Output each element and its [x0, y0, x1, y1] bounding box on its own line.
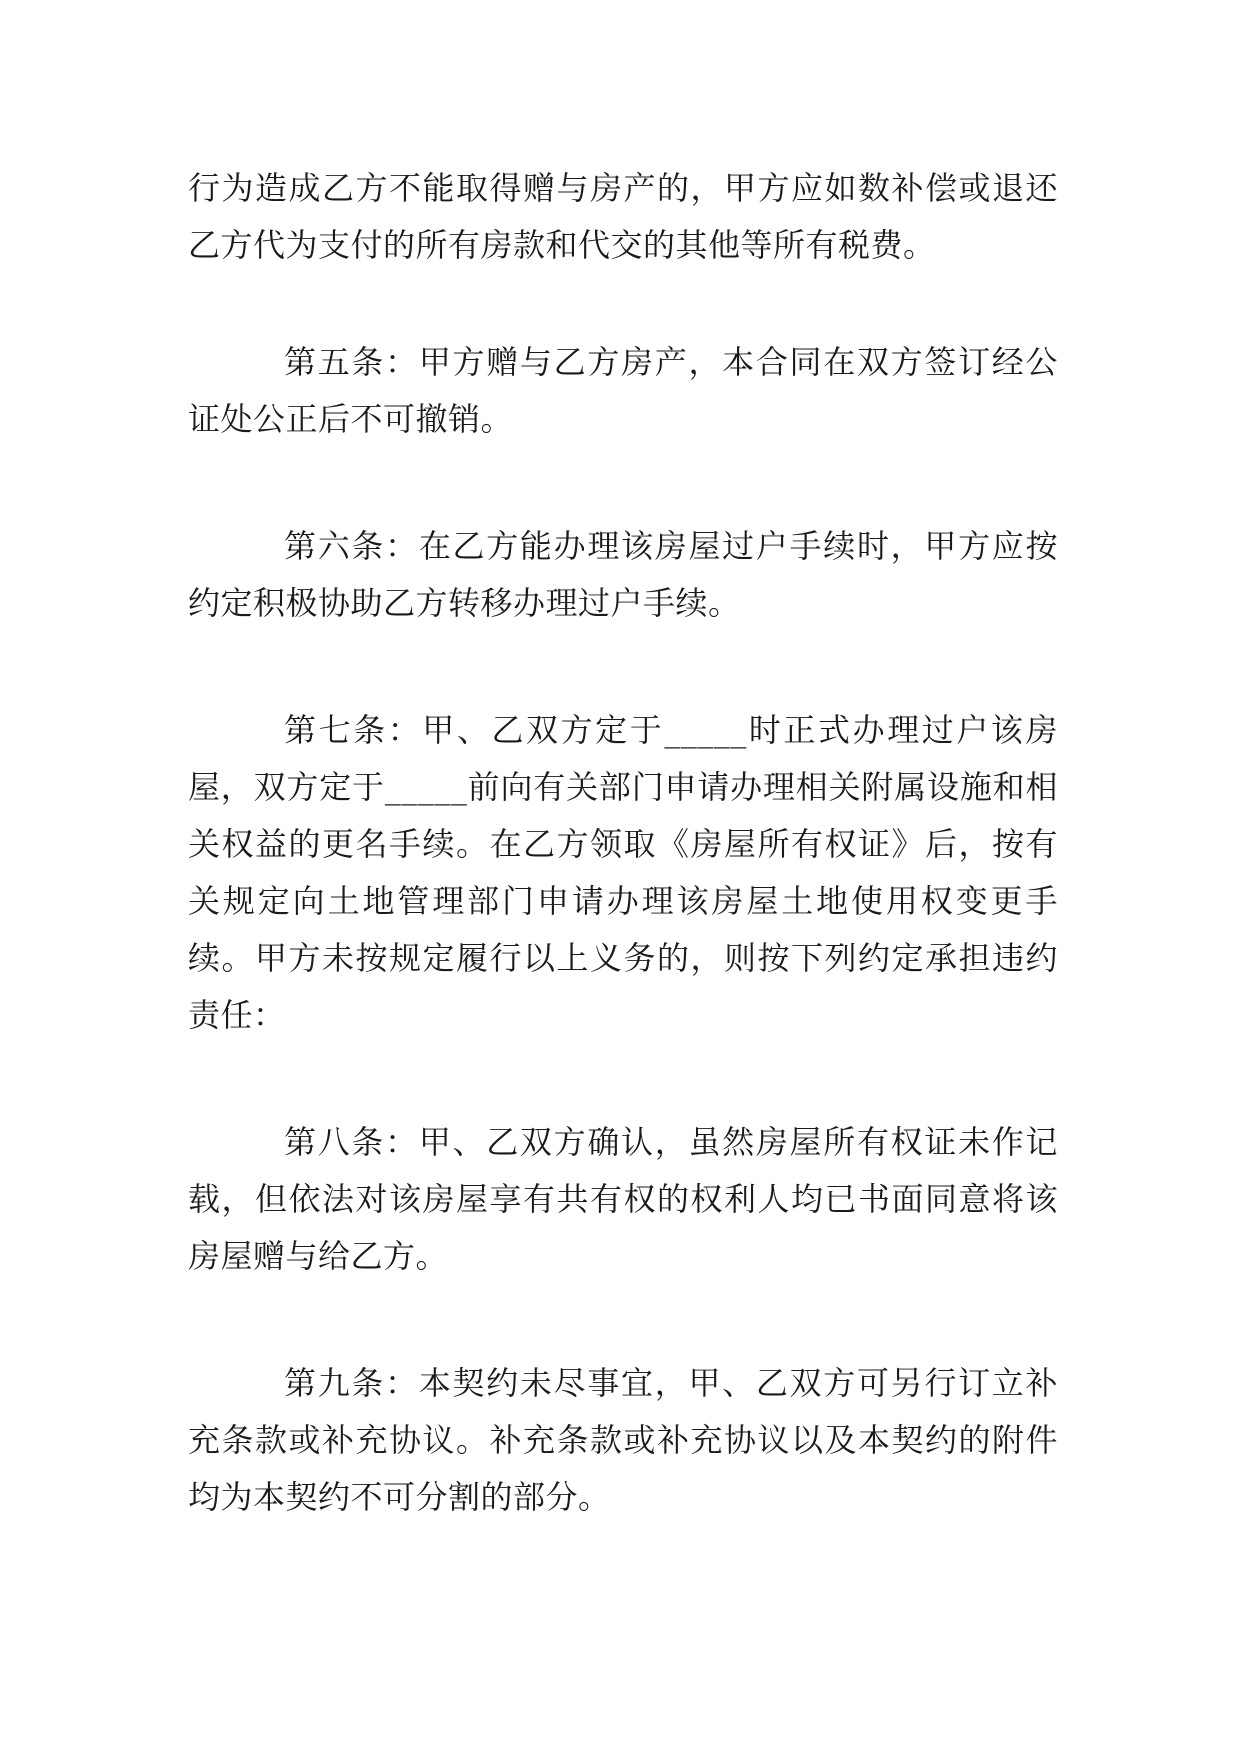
paragraph-continuation: 行为造成乙方不能取得赠与房产的，甲方应如数补偿或退还乙方代为支付的所有房款和代交的其他等所有税费。	[188, 169, 1058, 264]
paragraph-article-6: 第六条：在乙方能办理该房屋过户手续时，甲方应按约定积极协助乙方转移办理过户手续。	[188, 527, 1058, 622]
paragraph-article-7: 第七条：甲、乙双方定于_____时正式办理过户该房屋，双方定于_____前向有关部门申请办理相关附属设施和相关权益的更名手续。在乙方领取《房屋所有权证》后，按有关规定向土地管理部门申请办理该房屋土地使用权变更手续。甲方未按规定履行以上义务的，则按下列约定承担违约责任：	[188, 711, 1058, 1034]
document-page	[188, 160, 1058, 1596]
paragraph-article-9: 第九条：本契约未尽事宜，甲、乙双方可另行订立补充条款或补充协议。补充条款或补充协议以及本契约的附件均为本契约不可分割的部分。	[188, 1364, 1058, 1516]
paragraph-article-8: 第八条：甲、乙双方确认，虽然房屋所有权证未作记载，但依法对该房屋享有共有权的权利人均已书面同意将该房屋赠与给乙方。	[188, 1123, 1058, 1275]
paragraph-article-5: 第五条：甲方赠与乙方房产，本合同在双方签订经公证处公正后不可撤销。	[188, 343, 1058, 438]
